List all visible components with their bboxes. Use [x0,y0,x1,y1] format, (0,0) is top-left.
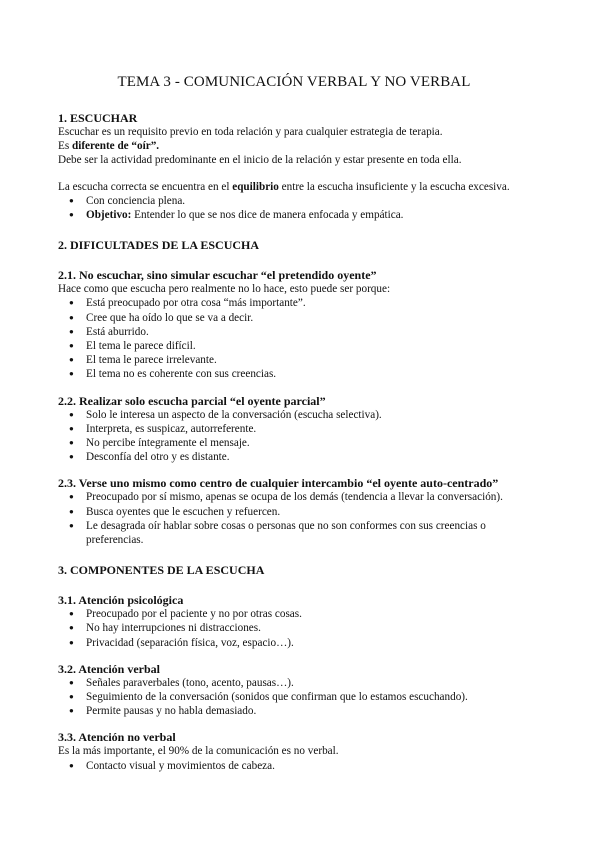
list-item: ● Con conciencia plena. [86,194,530,208]
paragraph [58,139,530,153]
bold-text: diferente de “oír”. [71,140,160,153]
subsection-heading: 3.3. Atención no verbal [58,730,176,745]
text-run: Entender lo que se nos dice de manera enfocada y empática. [131,209,404,222]
bullet-list [58,408,530,465]
section-heading-dificultades: 2. DIFICULTADES DE LA ESCUCHA [58,238,260,253]
bold-text: Objetivo: [86,209,132,222]
paragraph [58,180,530,194]
list-item: ● Está preocupado por otra cosa “más importante”. [86,296,530,310]
list-item: ● Preocupado por el paciente y no por otras cosas. [86,607,530,621]
subsection-heading: 2.3. Verse uno mismo como centro de cualquier intercambio “el oyente auto-centrado” [58,476,499,491]
paragraph: Debe ser la actividad predominante en el inicio de la relación y estar presente en toda ella. [58,154,462,167]
bullet-list [58,490,530,547]
list-item: ● Está aburrido. [86,325,530,339]
bullet-list [58,759,530,773]
list-item: ● Busca oyentes que le escuchen y refuercen. [86,505,530,519]
list-item: ● Privacidad (separación física, voz, espacio…). [86,636,530,650]
list-item: ● Contacto visual y movimientos de cabeza. [86,759,530,773]
list-item: ● Seguimiento de la conversación (sonidos que confirman que lo estamos escuchando). [86,690,530,704]
bullet-list [58,296,530,381]
subsection-heading: 3.1. Atención psicológica [58,593,184,608]
text-run: Es [58,140,72,153]
text-run: La escucha correcta se encuentra en el [58,180,233,193]
list-item: ● Cree que ha oído lo que se va a decir. [86,311,530,325]
list-item: ● El tema no es coherente con sus creencias. [86,367,530,381]
section-heading-escuchar: 1. ESCUCHAR [58,111,138,125]
list-item: ● Señales paraverbales (tono, acento, pausas…). [86,676,530,690]
subsection-heading: 2.1. No escuchar, sino simular escuchar “el pretendido oyente” [58,268,377,283]
page-title: TEMA 3 - COMUNICACIÓN VERBAL Y NO VERBAL [117,74,471,90]
paragraph: Escuchar es un requisito previo en toda relación y para cualquier estrategia de terapia. [58,126,443,138]
paragraph: Es la más importante, el 90% de la comunicación es no verbal. [58,745,339,758]
list-item: ● Interpreta, es suspicaz, autorreferente. [86,422,530,436]
bold-text: equilibrio [232,180,279,193]
paragraph: Hace como que escucha pero realmente no lo hace, esto puede ser porque: [58,283,391,296]
list-item: ● El tema le parece irrelevante. [86,353,530,367]
subsection-heading: 3.2. Atención verbal [58,661,160,676]
list-item: ● Desconfía del otro y es distante. [86,450,530,464]
section-heading-componentes: 3. COMPONENTES DE LA ESCUCHA [58,563,265,578]
list-item: ● Solo le interesa un aspecto de la conversación (escucha selectiva). [86,408,530,422]
bullet-list [58,194,530,222]
text-run: entre la escucha insuficiente y la escucha excesiva. [278,180,510,193]
list-item: ● Le desagrada oír hablar sobre cosas o personas que no son conformes con sus creencias o preferencias. [86,519,530,547]
list-item: ● El tema le parece difícil. [86,339,530,353]
list-item [86,208,530,222]
list-item: ● Permite pausas y no habla demasiado. [86,704,530,718]
bullet-list [58,607,530,650]
list-item: ● Preocupado por sí mismo, apenas se ocupa de los demás (tendencia a llevar la conversación). [86,490,530,504]
list-item: ● No hay interrupciones ni distracciones. [86,621,530,635]
subsection-heading: 2.2. Realizar solo escucha parcial “el oyente parcial” [58,393,326,408]
list-item: ● No percibe íntegramente el mensaje. [86,436,530,450]
bullet-list [58,676,530,719]
